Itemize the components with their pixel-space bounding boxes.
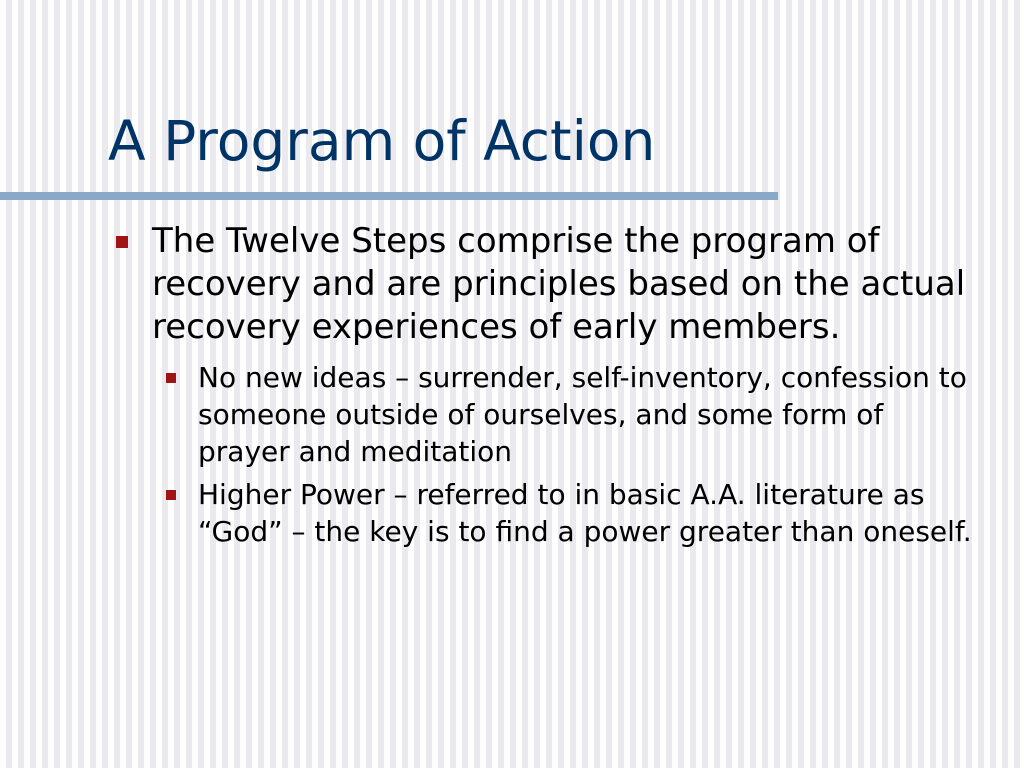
sub-bullet-higher-power xyxy=(152,476,978,550)
square-bullet-icon xyxy=(166,373,176,383)
sub-bullet-text: No new ideas – surrender, self-inventory, confession to someone outside of ourselves, and some form of prayer and meditation xyxy=(198,361,967,468)
square-bullet-icon xyxy=(116,236,128,248)
main-bullet-text: The Twelve Steps comprise the program of recovery and are principles based on the actual recovery experiences of early members. xyxy=(152,221,966,347)
sub-bullet-text: Higher Power – referred to in basic A.A. literature as “God” – the key is to find a power greater than oneself. xyxy=(198,478,972,548)
square-bullet-icon xyxy=(166,490,176,500)
slide-body xyxy=(112,220,992,556)
slide-title: A Program of Action xyxy=(108,109,656,173)
main-bullet xyxy=(112,220,972,349)
sub-bullet-list xyxy=(152,359,992,550)
sub-bullet-no-new-ideas xyxy=(152,359,978,470)
title-underline-rule xyxy=(0,192,778,200)
